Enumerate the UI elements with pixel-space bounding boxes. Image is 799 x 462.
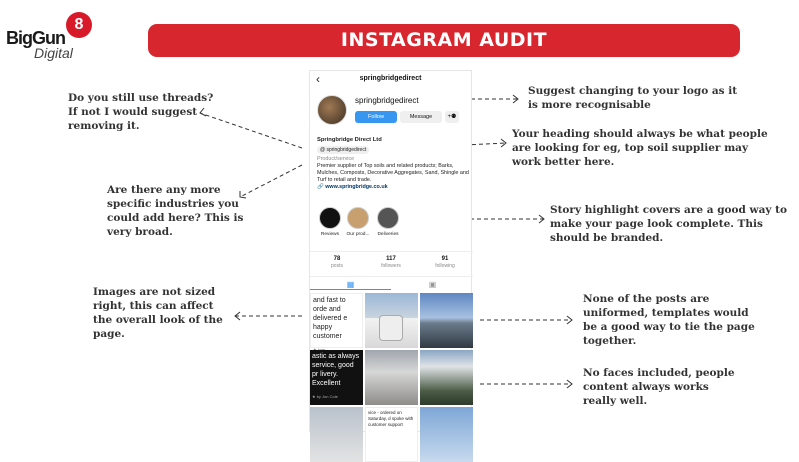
post-text: astic as always service, good pr livery. Excellent bbox=[312, 353, 360, 387]
stat-posts[interactable] bbox=[310, 256, 364, 269]
stat-label: followers bbox=[381, 263, 401, 269]
highlight-cover bbox=[319, 207, 341, 229]
bio-text: Premier supplier of Top soils and related products; Barks, Mulches, Composts, Decorative Aggregates, Sand, Shingle and Turf to retail and trade. bbox=[317, 163, 469, 183]
back-arrow-icon[interactable]: ‹ bbox=[316, 72, 320, 86]
profile-handle: springbridgedirect bbox=[359, 75, 422, 82]
biggun-logo bbox=[6, 8, 106, 66]
highlight-cover bbox=[347, 207, 369, 229]
post-text: and fast to orde and delivered e happy customer bbox=[313, 297, 348, 340]
arrowhead-images bbox=[235, 312, 240, 320]
stat-label: posts bbox=[331, 263, 343, 269]
stat-value: 91 bbox=[441, 256, 449, 262]
note-industries: Are there any more specific industries you could add here? This is very broad. bbox=[107, 184, 244, 238]
page-title-banner: INSTAGRAM AUDIT bbox=[148, 24, 740, 57]
follow-button[interactable]: Follow bbox=[355, 111, 397, 123]
note-threads: Do you still use threads? If not I would suggest removing it. bbox=[68, 92, 214, 132]
profile-stats bbox=[310, 251, 473, 277]
profile-tabs bbox=[310, 279, 473, 291]
post-tile[interactable] bbox=[365, 407, 418, 462]
highlight-label: Reviews bbox=[320, 232, 340, 237]
arrowhead-posts bbox=[567, 316, 572, 324]
logo-badge: 8 bbox=[66, 12, 92, 38]
posts-grid bbox=[310, 293, 473, 433]
avatar[interactable] bbox=[317, 95, 347, 125]
message-button[interactable]: Message bbox=[400, 111, 442, 123]
note-logo: Suggest changing to your logo as it is more recognisable bbox=[528, 85, 738, 111]
profile-username: springbridgedirect bbox=[355, 96, 419, 105]
stat-value: 117 bbox=[386, 256, 396, 262]
post-review: ★ by Jon Cole bbox=[312, 394, 338, 399]
highlight-label: Our prod... bbox=[346, 232, 370, 237]
post-tile[interactable] bbox=[365, 350, 418, 405]
post-tile[interactable] bbox=[420, 407, 473, 462]
note-highlights: Story highlight covers are a good way to make your page look complete. This should be branded. bbox=[550, 204, 787, 244]
highlight-reviews[interactable] bbox=[317, 207, 343, 237]
stat-label: following bbox=[435, 263, 455, 269]
note-images: Images are not sized right, this can affect the overall look of the page. bbox=[93, 286, 223, 340]
bag-image bbox=[379, 315, 403, 341]
note-heading: Your heading should always be what people are looking for eg, top soil supplier may work better here. bbox=[512, 128, 768, 168]
highlight-deliveries[interactable] bbox=[375, 207, 401, 237]
logo-sub-text: Digital bbox=[34, 45, 73, 61]
highlight-products[interactable] bbox=[345, 207, 371, 237]
highlight-label: Deliveries bbox=[377, 232, 399, 237]
highlight-cover bbox=[377, 207, 399, 229]
arrowhead-highlights bbox=[539, 215, 544, 223]
stat-following[interactable] bbox=[418, 256, 472, 269]
arrowhead-logo bbox=[513, 95, 518, 103]
profile-bio bbox=[317, 137, 469, 191]
note-faces: No faces included, people content always works really well. bbox=[583, 367, 735, 407]
post-tile[interactable] bbox=[310, 407, 363, 462]
tab-grid-icon[interactable]: ▦ bbox=[310, 280, 391, 290]
post-tile[interactable] bbox=[310, 293, 363, 348]
profile-topbar bbox=[310, 71, 471, 89]
arrowhead-faces bbox=[567, 380, 572, 388]
threads-badge[interactable]: @ springbridgedirect bbox=[317, 146, 369, 154]
stat-value: 78 bbox=[333, 256, 341, 262]
arrowhead-heading bbox=[501, 139, 506, 147]
post-tile[interactable] bbox=[365, 293, 418, 348]
stat-followers[interactable] bbox=[364, 256, 418, 269]
website-link[interactable]: 🔗 www.springbridge.co.uk bbox=[317, 184, 388, 190]
note-posts: None of the posts are uniformed, templates would be a good way to tie the page together. bbox=[583, 293, 755, 347]
logo-main-text: BigGun bbox=[6, 28, 65, 48]
instagram-profile-screenshot bbox=[309, 70, 472, 432]
category-label: Product/service bbox=[317, 156, 355, 162]
business-name: Springbridge Direct Ltd bbox=[317, 137, 382, 143]
post-text: vice - ordered on Saturday, d spoke with customer support bbox=[368, 410, 414, 427]
post-tile[interactable] bbox=[310, 350, 363, 405]
add-user-icon[interactable]: +⚉ bbox=[445, 111, 459, 123]
post-tile[interactable] bbox=[420, 350, 473, 405]
story-highlights bbox=[314, 207, 472, 243]
tab-tagged-icon[interactable]: ▣ bbox=[428, 280, 437, 289]
post-tile[interactable] bbox=[420, 293, 473, 348]
